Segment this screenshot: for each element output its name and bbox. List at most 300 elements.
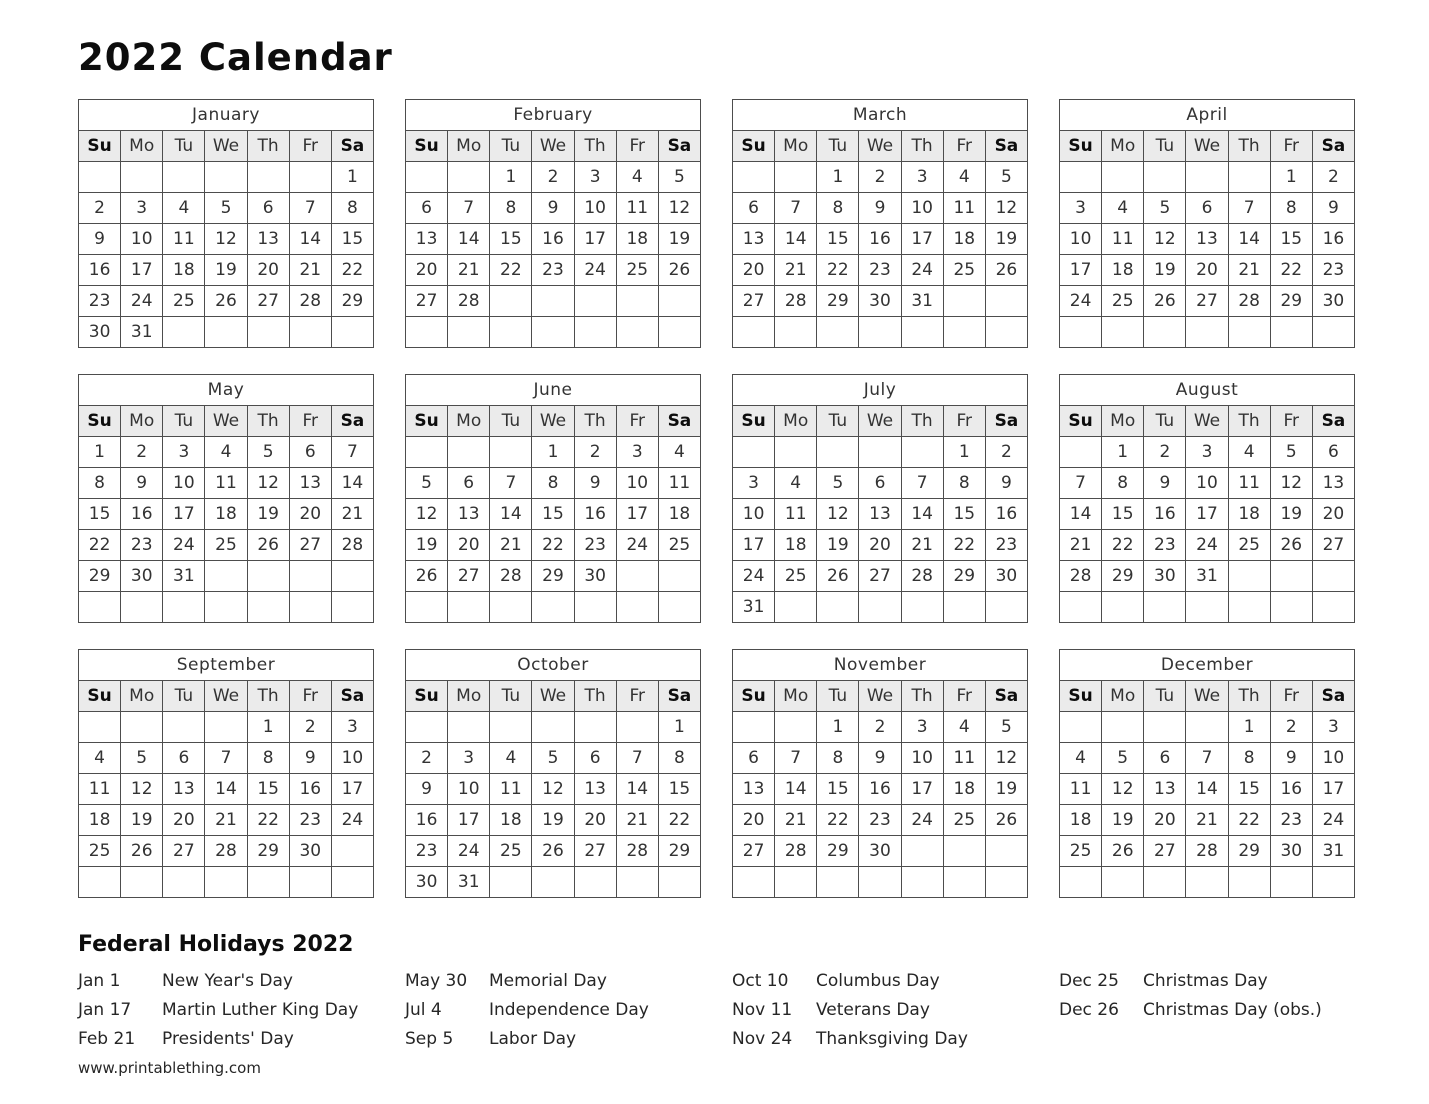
day-cell: 17 xyxy=(901,224,943,255)
day-cell: 4 xyxy=(658,437,700,468)
weekday-header: We xyxy=(859,406,901,437)
day-cell: 20 xyxy=(733,805,775,836)
weekday-header: Sa xyxy=(658,131,700,162)
weekday-header: We xyxy=(205,406,247,437)
day-cell: 26 xyxy=(247,530,289,561)
day-cell: 27 xyxy=(859,561,901,592)
day-cell: 26 xyxy=(1270,530,1312,561)
day-cell: 7 xyxy=(331,437,373,468)
weekday-header: We xyxy=(532,131,574,162)
day-cell: 27 xyxy=(574,836,616,867)
empty-day-cell xyxy=(205,561,247,592)
day-cell: 5 xyxy=(247,437,289,468)
day-cell: 30 xyxy=(859,286,901,317)
month-august xyxy=(1059,374,1355,623)
month-title: December xyxy=(1060,650,1355,681)
day-cell: 26 xyxy=(532,836,574,867)
empty-day-cell xyxy=(406,317,448,348)
day-cell: 26 xyxy=(205,286,247,317)
day-cell: 5 xyxy=(121,743,163,774)
day-cell: 18 xyxy=(943,774,985,805)
month-december xyxy=(1059,649,1355,898)
weekday-header: Sa xyxy=(658,681,700,712)
day-cell: 21 xyxy=(775,255,817,286)
holiday-name: Independence Day xyxy=(489,1000,649,1020)
day-cell: 10 xyxy=(331,743,373,774)
empty-day-cell xyxy=(943,286,985,317)
day-cell: 16 xyxy=(1270,774,1312,805)
empty-day-cell xyxy=(448,437,490,468)
empty-day-cell xyxy=(985,836,1027,867)
day-cell: 19 xyxy=(532,805,574,836)
day-cell: 22 xyxy=(817,805,859,836)
weekday-header: Mo xyxy=(448,131,490,162)
empty-day-cell xyxy=(490,867,532,898)
empty-day-cell xyxy=(205,867,247,898)
day-cell: 13 xyxy=(1144,774,1186,805)
day-cell: 8 xyxy=(79,468,121,499)
day-cell: 14 xyxy=(901,499,943,530)
empty-day-cell xyxy=(574,317,616,348)
empty-day-cell xyxy=(616,317,658,348)
day-cell: 7 xyxy=(1060,468,1102,499)
day-cell: 2 xyxy=(859,712,901,743)
day-cell: 17 xyxy=(331,774,373,805)
day-cell: 24 xyxy=(1312,805,1354,836)
empty-day-cell xyxy=(859,437,901,468)
day-cell: 25 xyxy=(943,805,985,836)
empty-day-cell xyxy=(658,317,700,348)
empty-day-cell xyxy=(331,317,373,348)
empty-day-cell xyxy=(616,712,658,743)
day-cell: 29 xyxy=(1270,286,1312,317)
empty-day-cell xyxy=(943,836,985,867)
holiday-name: New Year's Day xyxy=(162,971,293,991)
day-cell: 3 xyxy=(574,162,616,193)
weekday-header: Th xyxy=(901,681,943,712)
empty-day-cell xyxy=(205,712,247,743)
weekday-header: Sa xyxy=(331,131,373,162)
day-cell: 2 xyxy=(574,437,616,468)
day-cell: 6 xyxy=(574,743,616,774)
empty-day-cell xyxy=(1228,317,1270,348)
day-cell: 6 xyxy=(247,193,289,224)
holiday-date: Feb 21 xyxy=(78,1029,136,1049)
weekday-header: Th xyxy=(247,681,289,712)
day-cell: 10 xyxy=(574,193,616,224)
weekday-header: Mo xyxy=(121,406,163,437)
day-cell: 7 xyxy=(901,468,943,499)
day-cell: 28 xyxy=(1060,561,1102,592)
day-cell: 1 xyxy=(1228,712,1270,743)
month-title: April xyxy=(1060,100,1355,131)
empty-day-cell xyxy=(289,317,331,348)
empty-day-cell xyxy=(163,712,205,743)
weekday-header: We xyxy=(1186,406,1228,437)
day-cell: 3 xyxy=(1060,193,1102,224)
day-cell: 25 xyxy=(205,530,247,561)
day-cell: 13 xyxy=(163,774,205,805)
month-july xyxy=(732,374,1028,623)
day-cell: 2 xyxy=(121,437,163,468)
day-cell: 12 xyxy=(532,774,574,805)
day-cell: 15 xyxy=(817,774,859,805)
day-cell: 28 xyxy=(775,836,817,867)
day-cell: 19 xyxy=(985,774,1027,805)
day-cell: 4 xyxy=(79,743,121,774)
day-cell: 30 xyxy=(985,561,1027,592)
weekday-header: Su xyxy=(733,406,775,437)
holiday-entry xyxy=(732,971,1028,991)
day-cell: 28 xyxy=(289,286,331,317)
empty-day-cell xyxy=(1144,162,1186,193)
day-cell: 31 xyxy=(1186,561,1228,592)
day-cell: 16 xyxy=(406,805,448,836)
day-cell: 10 xyxy=(1060,224,1102,255)
day-cell: 25 xyxy=(1102,286,1144,317)
day-cell: 9 xyxy=(859,743,901,774)
day-cell: 22 xyxy=(1228,805,1270,836)
day-cell: 20 xyxy=(733,255,775,286)
weekday-header: Fr xyxy=(1270,681,1312,712)
day-cell: 9 xyxy=(1144,468,1186,499)
weekday-header: Tu xyxy=(490,681,532,712)
empty-day-cell xyxy=(1228,867,1270,898)
empty-day-cell xyxy=(574,286,616,317)
empty-day-cell xyxy=(817,317,859,348)
day-cell: 19 xyxy=(817,530,859,561)
day-cell: 5 xyxy=(1270,437,1312,468)
empty-day-cell xyxy=(331,592,373,623)
day-cell: 12 xyxy=(1102,774,1144,805)
empty-day-cell xyxy=(616,561,658,592)
holiday-date: Jan 17 xyxy=(78,1000,132,1020)
day-cell: 30 xyxy=(859,836,901,867)
empty-day-cell xyxy=(901,836,943,867)
day-cell: 5 xyxy=(406,468,448,499)
day-cell: 30 xyxy=(121,561,163,592)
holiday-date: Dec 26 xyxy=(1059,1000,1119,1020)
holiday-name: Christmas Day (obs.) xyxy=(1143,1000,1322,1020)
day-cell: 7 xyxy=(490,468,532,499)
day-cell: 10 xyxy=(448,774,490,805)
day-cell: 26 xyxy=(817,561,859,592)
day-cell: 21 xyxy=(331,499,373,530)
weekday-header: Su xyxy=(1060,681,1102,712)
day-cell: 21 xyxy=(616,805,658,836)
day-cell: 21 xyxy=(448,255,490,286)
empty-day-cell xyxy=(616,592,658,623)
day-cell: 6 xyxy=(163,743,205,774)
weekday-header: Sa xyxy=(331,406,373,437)
day-cell: 8 xyxy=(247,743,289,774)
weekday-header: Mo xyxy=(775,406,817,437)
day-cell: 8 xyxy=(658,743,700,774)
month-april xyxy=(1059,99,1355,348)
day-cell: 27 xyxy=(406,286,448,317)
weekday-header: Fr xyxy=(1270,406,1312,437)
day-cell: 15 xyxy=(943,499,985,530)
holiday-entry xyxy=(405,971,701,991)
empty-day-cell xyxy=(406,592,448,623)
weekday-header: Mo xyxy=(448,681,490,712)
weekday-header: Sa xyxy=(985,681,1027,712)
empty-day-cell xyxy=(490,712,532,743)
day-cell: 8 xyxy=(490,193,532,224)
day-cell: 3 xyxy=(163,437,205,468)
day-cell: 4 xyxy=(943,712,985,743)
empty-day-cell xyxy=(1144,867,1186,898)
day-cell: 19 xyxy=(658,224,700,255)
empty-day-cell xyxy=(331,836,373,867)
empty-day-cell xyxy=(1228,162,1270,193)
day-cell: 5 xyxy=(1144,193,1186,224)
empty-day-cell xyxy=(1228,592,1270,623)
empty-day-cell xyxy=(1060,162,1102,193)
day-cell: 15 xyxy=(79,499,121,530)
empty-day-cell xyxy=(733,712,775,743)
empty-day-cell xyxy=(289,561,331,592)
day-cell: 28 xyxy=(616,836,658,867)
empty-day-cell xyxy=(574,592,616,623)
holiday-date: Jan 1 xyxy=(78,971,121,991)
holiday-name: Labor Day xyxy=(489,1029,577,1049)
weekday-header: Fr xyxy=(289,681,331,712)
day-cell: 25 xyxy=(79,836,121,867)
day-cell: 4 xyxy=(1102,193,1144,224)
day-cell: 21 xyxy=(901,530,943,561)
day-cell: 8 xyxy=(1270,193,1312,224)
day-cell: 2 xyxy=(1270,712,1312,743)
day-cell: 3 xyxy=(1312,712,1354,743)
empty-day-cell xyxy=(1102,162,1144,193)
empty-day-cell xyxy=(490,437,532,468)
day-cell: 26 xyxy=(985,255,1027,286)
holiday-entry xyxy=(405,1029,701,1049)
day-cell: 18 xyxy=(1060,805,1102,836)
weekday-header: Tu xyxy=(1144,406,1186,437)
day-cell: 27 xyxy=(1186,286,1228,317)
weekday-header: Fr xyxy=(616,406,658,437)
month-may xyxy=(78,374,374,623)
empty-day-cell xyxy=(985,317,1027,348)
day-cell: 13 xyxy=(733,224,775,255)
empty-day-cell xyxy=(490,592,532,623)
day-cell: 24 xyxy=(901,805,943,836)
month-title: March xyxy=(733,100,1028,131)
empty-day-cell xyxy=(1060,867,1102,898)
holiday-column xyxy=(78,971,374,1058)
empty-day-cell xyxy=(121,867,163,898)
day-cell: 12 xyxy=(817,499,859,530)
month-title: October xyxy=(406,650,701,681)
day-cell: 21 xyxy=(289,255,331,286)
day-cell: 17 xyxy=(121,255,163,286)
day-cell: 10 xyxy=(1186,468,1228,499)
weekday-header: Tu xyxy=(490,131,532,162)
day-cell: 11 xyxy=(163,224,205,255)
weekday-header: Mo xyxy=(121,131,163,162)
day-cell: 5 xyxy=(658,162,700,193)
empty-day-cell xyxy=(121,592,163,623)
day-cell: 16 xyxy=(121,499,163,530)
day-cell: 7 xyxy=(289,193,331,224)
day-cell: 16 xyxy=(1312,224,1354,255)
day-cell: 10 xyxy=(1312,743,1354,774)
empty-day-cell xyxy=(775,437,817,468)
day-cell: 22 xyxy=(79,530,121,561)
day-cell: 31 xyxy=(448,867,490,898)
weekday-header: Tu xyxy=(1144,131,1186,162)
day-cell: 4 xyxy=(616,162,658,193)
day-cell: 19 xyxy=(406,530,448,561)
empty-day-cell xyxy=(1270,317,1312,348)
day-cell: 28 xyxy=(448,286,490,317)
month-february xyxy=(405,99,701,348)
month-june xyxy=(405,374,701,623)
empty-day-cell xyxy=(121,162,163,193)
empty-day-cell xyxy=(406,162,448,193)
holiday-entry xyxy=(78,1029,374,1049)
empty-day-cell xyxy=(859,592,901,623)
day-cell: 11 xyxy=(943,743,985,774)
day-cell: 4 xyxy=(775,468,817,499)
empty-day-cell xyxy=(205,592,247,623)
empty-day-cell xyxy=(1270,561,1312,592)
day-cell: 15 xyxy=(817,224,859,255)
holiday-name: Memorial Day xyxy=(489,971,607,991)
day-cell: 11 xyxy=(1060,774,1102,805)
day-cell: 27 xyxy=(163,836,205,867)
day-cell: 10 xyxy=(121,224,163,255)
weekday-header: Sa xyxy=(1312,406,1354,437)
weekday-header: Th xyxy=(247,131,289,162)
month-title: September xyxy=(79,650,374,681)
day-cell: 29 xyxy=(247,836,289,867)
day-cell: 23 xyxy=(1312,255,1354,286)
weekday-header: We xyxy=(1186,131,1228,162)
holiday-entry xyxy=(78,1000,374,1020)
day-cell: 31 xyxy=(121,317,163,348)
empty-day-cell xyxy=(1144,592,1186,623)
weekday-header: Th xyxy=(1228,406,1270,437)
weekday-header: Fr xyxy=(616,681,658,712)
holiday-column xyxy=(1059,971,1355,1029)
empty-day-cell xyxy=(1270,592,1312,623)
day-cell: 6 xyxy=(1186,193,1228,224)
day-cell: 11 xyxy=(1228,468,1270,499)
empty-day-cell xyxy=(1186,867,1228,898)
weekday-header: Tu xyxy=(490,406,532,437)
day-cell: 24 xyxy=(331,805,373,836)
day-cell: 13 xyxy=(733,774,775,805)
day-cell: 27 xyxy=(733,286,775,317)
day-cell: 21 xyxy=(205,805,247,836)
day-cell: 16 xyxy=(574,499,616,530)
day-cell: 17 xyxy=(163,499,205,530)
empty-day-cell xyxy=(1312,867,1354,898)
holiday-name: Presidents' Day xyxy=(162,1029,294,1049)
day-cell: 20 xyxy=(1144,805,1186,836)
empty-day-cell xyxy=(205,162,247,193)
day-cell: 23 xyxy=(121,530,163,561)
empty-day-cell xyxy=(985,286,1027,317)
empty-day-cell xyxy=(79,592,121,623)
month-march xyxy=(732,99,1028,348)
day-cell: 9 xyxy=(859,193,901,224)
holiday-name: Columbus Day xyxy=(816,971,940,991)
empty-day-cell xyxy=(448,592,490,623)
day-cell: 22 xyxy=(1270,255,1312,286)
empty-day-cell xyxy=(943,317,985,348)
day-cell: 25 xyxy=(490,836,532,867)
day-cell: 5 xyxy=(205,193,247,224)
day-cell: 18 xyxy=(658,499,700,530)
day-cell: 2 xyxy=(1144,437,1186,468)
day-cell: 14 xyxy=(775,774,817,805)
day-cell: 26 xyxy=(985,805,1027,836)
day-cell: 14 xyxy=(331,468,373,499)
day-cell: 14 xyxy=(490,499,532,530)
day-cell: 20 xyxy=(859,530,901,561)
holiday-entry xyxy=(1059,971,1355,991)
day-cell: 26 xyxy=(406,561,448,592)
day-cell: 28 xyxy=(775,286,817,317)
empty-day-cell xyxy=(658,561,700,592)
holidays-columns xyxy=(78,971,1429,1058)
empty-day-cell xyxy=(79,867,121,898)
day-cell: 7 xyxy=(205,743,247,774)
day-cell: 4 xyxy=(1060,743,1102,774)
day-cell: 26 xyxy=(1102,836,1144,867)
weekday-header: Tu xyxy=(163,131,205,162)
weekday-header: Su xyxy=(79,681,121,712)
day-cell: 22 xyxy=(532,530,574,561)
day-cell: 22 xyxy=(817,255,859,286)
weekday-header: Fr xyxy=(289,406,331,437)
day-cell: 4 xyxy=(943,162,985,193)
month-title: August xyxy=(1060,375,1355,406)
day-cell: 26 xyxy=(1144,286,1186,317)
day-cell: 6 xyxy=(859,468,901,499)
day-cell: 28 xyxy=(901,561,943,592)
day-cell: 9 xyxy=(532,193,574,224)
empty-day-cell xyxy=(289,592,331,623)
day-cell: 29 xyxy=(1228,836,1270,867)
weekday-header: Su xyxy=(733,131,775,162)
empty-day-cell xyxy=(817,592,859,623)
empty-day-cell xyxy=(532,286,574,317)
empty-day-cell xyxy=(817,437,859,468)
day-cell: 27 xyxy=(448,561,490,592)
weekday-header: Mo xyxy=(121,681,163,712)
day-cell: 22 xyxy=(490,255,532,286)
day-cell: 17 xyxy=(1060,255,1102,286)
empty-day-cell xyxy=(775,712,817,743)
weekday-header: Su xyxy=(79,406,121,437)
day-cell: 25 xyxy=(1060,836,1102,867)
empty-day-cell xyxy=(1144,712,1186,743)
day-cell: 1 xyxy=(79,437,121,468)
day-cell: 3 xyxy=(901,162,943,193)
weekday-header: Th xyxy=(574,406,616,437)
day-cell: 29 xyxy=(943,561,985,592)
month-january xyxy=(78,99,374,348)
day-cell: 29 xyxy=(658,836,700,867)
day-cell: 30 xyxy=(79,317,121,348)
day-cell: 13 xyxy=(1312,468,1354,499)
empty-day-cell xyxy=(289,867,331,898)
